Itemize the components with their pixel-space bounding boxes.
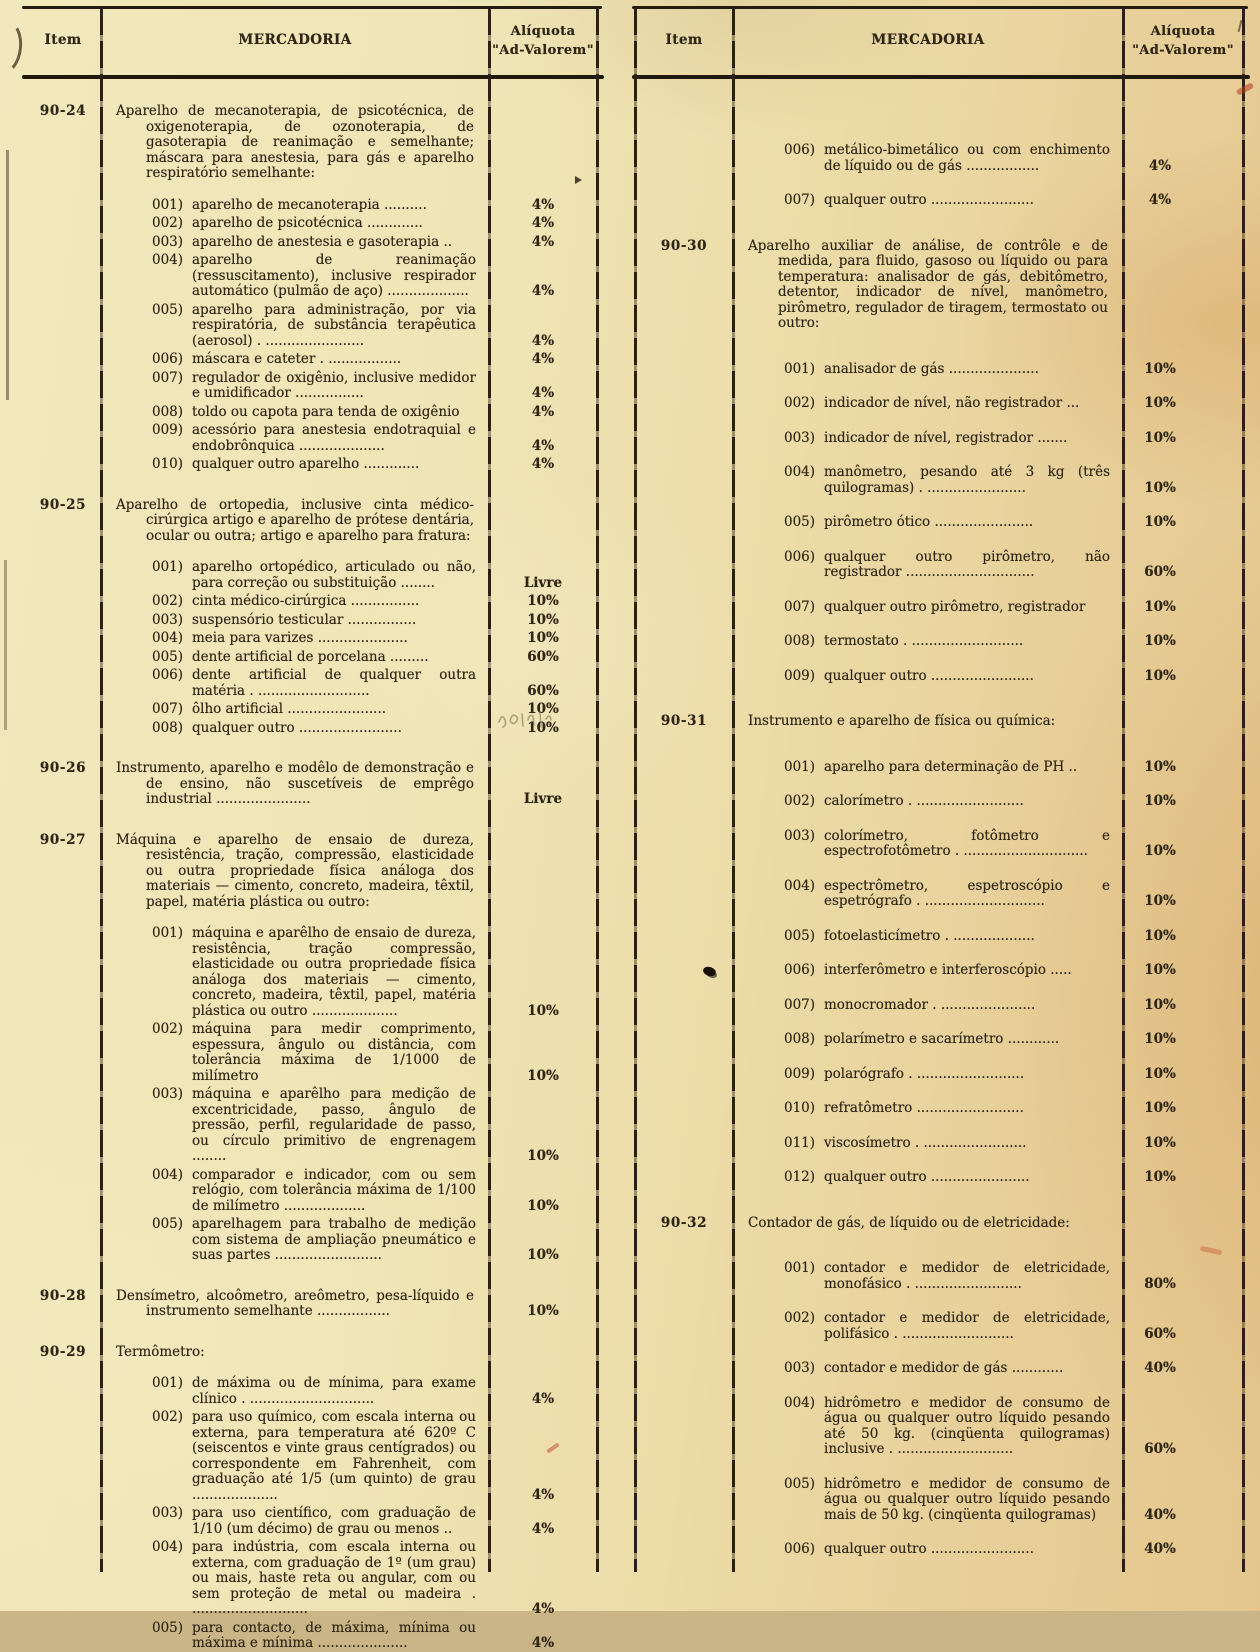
tariff-section [24, 761, 598, 808]
subitem-text: polarímetro e sacarímetro ............ [824, 1031, 1060, 1047]
ad-valorem-rate: 10% [1144, 793, 1176, 809]
tariff-subitem [734, 1311, 1122, 1342]
ad-valorem-rate: 4% [531, 196, 555, 213]
ad-valorem-rate: 80% [1144, 1275, 1176, 1292]
subitem-text: pirômetro ótico ....................... [824, 514, 1034, 530]
subitem-number: 007) [784, 996, 816, 1013]
subitem-text: monocromador . ...................... [824, 996, 1036, 1013]
tariff-subitem [734, 396, 1122, 412]
subitem-text: máquina para medir comprimento, espessura, ângulo ou distância, com tolerância máxima de 1/1000 de milímetro [192, 1021, 476, 1084]
tariff-section [24, 1345, 598, 1652]
subitem-text: regulador de oxigênio, inclusive medidor e umidificador ................ [192, 369, 476, 401]
ad-valorem-rate: 4% [531, 233, 555, 250]
tariff-subitem [734, 431, 1122, 447]
subitem-number: 008) [152, 403, 184, 420]
tariff-subitem [102, 253, 488, 300]
aliquota-label: Alíquota [510, 24, 576, 39]
ad-valorem-rate: 10% [1144, 1134, 1176, 1151]
tariff-subitem [102, 926, 488, 1019]
subitem-text: cinta médico-cirúrgica ................ [192, 593, 420, 609]
subitem-number: 010) [784, 1100, 816, 1116]
subitem-number: 001) [152, 925, 184, 941]
subitem-number: 003) [784, 429, 816, 446]
tariff-subitem [734, 550, 1122, 581]
tariff-subitem [734, 600, 1122, 616]
aliquota-label: Alíquota [1150, 24, 1216, 39]
ad-valorem-rate: 40% [1144, 1541, 1176, 1557]
subitem-number: 002) [784, 793, 816, 809]
tariff-subitem [734, 963, 1122, 979]
subitem-number: 007) [784, 192, 816, 208]
subitem-number: 002) [152, 593, 184, 609]
tariff-subitem [102, 613, 488, 629]
item-number: 90-26 [39, 760, 87, 776]
tariff-subitem [102, 1540, 488, 1618]
tariff-subitem [734, 1261, 1122, 1292]
tariff-subitem [734, 1032, 1122, 1048]
subitem-text: qualquer outro pirômetro, registrador [824, 598, 1086, 615]
subitem-number: 003) [784, 1360, 816, 1376]
subitem-number: 005) [784, 514, 816, 530]
tariff-section [24, 104, 598, 473]
subitem-number: 002) [784, 395, 816, 411]
ad-valorem-rate: 10% [1144, 598, 1176, 615]
tariff-subitem [102, 650, 488, 666]
subitem-text: qualquer outro pirômetro, não registrador .............................. [824, 548, 1110, 580]
ad-valorem-rate: 10% [527, 701, 559, 717]
tariff-section [634, 1216, 1244, 1558]
ad-valorem-rate: 10% [1144, 395, 1176, 411]
subitem-text: para contacto, de máxima, mínima ou máxima e mínima ..................... [192, 1619, 476, 1651]
column-header-item: Item [44, 32, 82, 49]
tariff-subitem [734, 669, 1122, 685]
subitem-number: 001) [152, 559, 184, 575]
tariff-subitem [734, 515, 1122, 531]
ad-valorem-rate: 10% [1144, 360, 1176, 377]
tariff-subitem [102, 1087, 488, 1165]
item-description: Aparelho de mecanoterapia, de psicotécnica, de oxigenoterapia, de ozonoterapia, de gasoterapia de reanimação e semelhante; máscara para anestesia, para gás e aparelho respiratório semelhante: [116, 103, 474, 181]
subitem-text: máquina e aparêlho de ensaio de dureza, resistência, tração compressão, elasticidade ou outra propriedade física análoga dos materiais — cimento, concreto, madeira, têxtil, papel, matéria plástica ou outro .................... [192, 925, 476, 1019]
ad-valorem-rate: 10% [527, 611, 559, 628]
item-description: Instrumento e aparelho de física ou química: [748, 713, 1056, 729]
subitem-text: hidrômetro e medidor de consumo de água ou qualquer outro líquido pesando até 50 kg. (cinqüenta quilogramas) inclusive . ........................... [824, 1394, 1110, 1457]
ad-valorem-rate: 10% [1144, 479, 1176, 496]
subitem-text: colorímetro, fotômetro e espectrofotômetro . ............................. [824, 827, 1110, 859]
subitem-number: 001) [152, 1375, 184, 1391]
tariff-section [634, 714, 1244, 1186]
subitem-text: fotoelasticímetro . ................... [824, 927, 1035, 944]
ad-valorem-rate: 60% [527, 648, 559, 665]
subitem-number: 004) [152, 1166, 184, 1183]
subitem-text: para uso científico, com graduação de 1/10 (um décimo) de grau ou menos .. [192, 1505, 476, 1537]
tariff-subitem [734, 929, 1122, 945]
ad-valorem-rate: 10% [527, 1197, 559, 1214]
tariff-subitem [734, 634, 1122, 650]
tariff-subitem [734, 193, 1122, 209]
tariff-subitem [734, 1170, 1122, 1186]
subitem-text: qualquer outro ........................ [824, 192, 1034, 208]
ad-valorem-rate: 40% [1144, 1360, 1176, 1376]
subitem-number: 009) [784, 667, 816, 684]
subitem-text: qualquer outro ........................ [824, 667, 1034, 684]
tariff-subitem [102, 352, 488, 368]
subitem-number: 008) [152, 719, 184, 736]
item-number: 90-29 [39, 1343, 87, 1360]
tariff-subitem [102, 1217, 488, 1264]
ad-valorem-rate: 10% [1144, 893, 1176, 909]
ad-valorem-rate: 4% [531, 351, 555, 367]
subitem-text: metálico-bimetálico ou com enchimento de líquido ou de gás ................. [824, 142, 1110, 174]
subitem-text: comparador e indicador, com ou sem relógio, com tolerância máxima de 1/100 de milímetro ................... [192, 1166, 476, 1214]
ad-valorem-rate: 10% [1144, 1031, 1176, 1047]
tariff-table-right [634, 6, 1244, 1602]
subitem-number: 006) [784, 548, 816, 565]
subitem-number: 010) [152, 456, 184, 472]
ad-valorem-rate: 10% [527, 1247, 559, 1263]
ad-valorem-rate: 10% [1144, 962, 1176, 978]
tariff-subitem [734, 879, 1122, 910]
ad-valorem-rate: 4% [531, 437, 555, 454]
tariff-subitem [102, 560, 488, 591]
ad-valorem-rate: Livre [523, 791, 563, 807]
tariff-subitem [734, 829, 1122, 860]
subitem-number: 005) [152, 1216, 184, 1232]
ad-valorem-rate: 10% [1144, 633, 1176, 649]
ad-valorem-rate: 4% [1148, 192, 1172, 208]
ad-valorem-rate: 10% [1144, 667, 1176, 684]
ad-valorem-rate: 4% [531, 403, 555, 420]
subitem-text: aparelho de psicotécnica ............. [192, 215, 423, 231]
subitem-number: 004) [152, 1539, 184, 1555]
tariff-subitem [102, 631, 488, 647]
tariff-section [634, 113, 1244, 209]
ad-valorem-rate: 10% [1144, 758, 1176, 775]
tariff-subitem [102, 405, 488, 421]
subitem-number: 002) [152, 1021, 184, 1037]
tariff-subitem [102, 668, 488, 699]
ad-valorem-rate: 10% [527, 1067, 559, 1084]
item-description: Termômetro: [116, 1343, 205, 1360]
ad-valorem-rate: 40% [1144, 1506, 1176, 1523]
tariff-section [24, 1289, 598, 1320]
subitem-number: 003) [152, 1505, 184, 1521]
ad-valorem-rate: 10% [527, 630, 559, 646]
tariff-subitem [102, 1376, 488, 1407]
subitem-text: indicador de nível, não registrador ... [824, 395, 1080, 411]
ad-valorem-rate: 4% [531, 1486, 555, 1503]
ad-valorem-rate: 60% [527, 682, 559, 699]
ad-valorem-rate: 10% [1144, 843, 1176, 859]
page-edge-mark [6, 150, 9, 400]
tariff-subitem [102, 303, 488, 350]
ad-valorem-rate: 4% [531, 283, 555, 299]
ad-valorem-rate: 4% [531, 1520, 555, 1537]
subitem-text: contador e medidor de eletricidade, monofásico . ......................... [824, 1260, 1110, 1292]
subitem-number: 006) [784, 962, 816, 978]
ad-valorem-rate: 4% [531, 215, 555, 231]
subitem-text: aparelho de reanimação (ressuscitamento), inclusive respirador automático (pulmão de aço) ................... [192, 252, 476, 299]
subitem-number: 006) [784, 1541, 816, 1557]
ad-valorem-rate: Livre [523, 574, 563, 591]
punch-hole-mark [0, 18, 25, 75]
subitem-number: 001) [152, 196, 184, 213]
subitem-text: contador e medidor de eletricidade, polifásico . .......................... [824, 1310, 1110, 1342]
subitem-number: 003) [152, 611, 184, 628]
page-edge-mark [4, 560, 7, 730]
subitem-text: aparelho para determinação de PH .. [824, 758, 1078, 775]
subitem-text: acessório para anestesia endotraquial e endobrônquica .................... [192, 422, 476, 454]
subitem-number: 006) [784, 142, 816, 158]
tariff-subitem [102, 216, 488, 232]
tariff-subitem [102, 371, 488, 402]
subitem-number: 004) [152, 630, 184, 646]
tariff-subitem [734, 1067, 1122, 1083]
ad-valorem-rate: 4% [531, 1390, 555, 1407]
subitem-number: 002) [784, 1310, 816, 1326]
subitem-text: qualquer outro aparelho ............. [192, 456, 420, 472]
subitem-text: qualquer outro ....................... [824, 1169, 1030, 1185]
subitem-number: 005) [152, 1619, 184, 1636]
subitem-text: indicador de nível, registrador ....... [824, 429, 1068, 446]
column-header-mercadoria: MERCADORIA [871, 32, 985, 49]
tariff-subitem [102, 1506, 488, 1537]
tariff-subitem [102, 594, 488, 610]
tariff-subitem [734, 465, 1122, 496]
item-number: 90-30 [660, 237, 708, 254]
pencil-scribble [496, 706, 554, 737]
ad-valorem-rate: 60% [1144, 1441, 1176, 1457]
column-header-mercadoria: MERCADORIA [238, 32, 352, 49]
ad-valorem-rate: 10% [527, 1002, 559, 1019]
table-body [24, 104, 598, 1652]
tariff-table-left [24, 6, 598, 1651]
subitem-text: analisador de gás ..................... [824, 360, 1039, 377]
ad-valorem-rate: 4% [531, 456, 555, 472]
subitem-text: qualquer outro ........................ [192, 719, 402, 736]
ad-valorem-label: "Ad-Valorem" [492, 43, 594, 58]
ad-valorem-rate: 10% [1144, 1065, 1176, 1082]
subitem-number: 003) [784, 827, 816, 844]
subitem-number: 005) [784, 927, 816, 944]
ad-valorem-rate: 60% [1144, 1325, 1176, 1342]
item-description: Aparelho auxiliar de análise, de contrôle e de medida, para fluido, gasoso ou líquido ou para temperatura: analisador de gás, debitômetro, detentor, indicador de nível, manômetro, pirômetro, regulador de tiragem, termostato ou outro: [748, 237, 1108, 331]
subitem-number: 002) [152, 1409, 184, 1425]
ad-valorem-rate: 10% [1144, 1169, 1176, 1185]
item-description: Instrumento, aparelho e modêlo de demonstração e de ensino, não suscetíveis de emprêgo industrial ...................... [116, 760, 474, 807]
subitem-number: 001) [784, 758, 816, 775]
subitem-text: espectrômetro, espetroscópio e espetrógrafo . ............................ [824, 877, 1110, 909]
ad-valorem-rate: 4% [531, 1601, 555, 1617]
subitem-text: máquina e aparêlho para medição de excentricidade, passo, ângulo de pressão, perfil, regularidade de passo, ou círculo primitivo de engrenagem ........ [192, 1086, 476, 1164]
tariff-subitem [734, 362, 1122, 378]
subitem-text: para uso químico, com escala interna ou externa, para temperatura até 620º C (seiscentos e vinte graus centígrados) ou correspondente em Fahrenheit, com graduação até 1/5 (um quinto) de grau .................... [192, 1409, 476, 1503]
item-description: Aparelho de ortopedia, inclusive cinta médico-cirúrgica artigo e aparelho de prótese dentária, ocular ou outra; artigo e aparelho para fratura: [116, 496, 474, 544]
subitem-text: para indústria, com escala interna ou externa, com graduação de 1º (um grau) ou mais, haste reta ou angular, com ou sem proteção de metal ou madeira . ........................... [192, 1539, 476, 1617]
subitem-text: aparelho de anestesia e gasoterapia .. [192, 233, 453, 250]
ink-speck [575, 176, 582, 184]
tariff-subitem [102, 1168, 488, 1215]
tariff-section [634, 239, 1244, 685]
subitem-number: 005) [152, 301, 184, 318]
item-description: Máquina e aparelho de ensaio de dureza, resistência, tração, compressão, elasticidade ou outra propriedade física análoga dos materiais — cimento, concreto, madeira, têxtil, papel, matéria plástica ou outro: [116, 831, 474, 910]
ad-valorem-rate: 10% [527, 1303, 559, 1319]
subitem-text: calorímetro . ......................... [824, 793, 1024, 809]
ad-valorem-rate: 10% [527, 1148, 559, 1164]
subitem-number: 003) [152, 1086, 184, 1102]
ad-valorem-rate: 60% [1144, 564, 1176, 580]
subitem-text: ôlho artificial ....................... [192, 701, 387, 717]
subitem-text: toldo ou capota para tenda de oxigênio [192, 403, 460, 420]
subitem-number: 001) [784, 360, 816, 377]
header-separator-rule [632, 75, 1250, 79]
ad-valorem-rate: 4% [1148, 157, 1172, 174]
tariff-subitem [102, 1022, 488, 1084]
ad-valorem-rate: 4% [531, 1635, 555, 1651]
subitem-text: aparelho ortopédico, articulado ou não, para correção ou substituição ........ [192, 559, 476, 591]
tariff-subitem [102, 198, 488, 214]
subitem-text: máscara e cateter . ................. [192, 351, 402, 367]
item-number: 90-27 [39, 831, 87, 848]
tariff-subitem [102, 702, 488, 718]
item-description: Densímetro, alcoômetro, areômetro, pesa-líquido e instrumento semelhante ................. [116, 1287, 474, 1319]
tariff-subitem [102, 235, 488, 251]
ad-valorem-rate: 10% [527, 593, 559, 609]
tariff-subitem [102, 457, 488, 473]
tariff-subitem [734, 760, 1122, 776]
ad-valorem-rate: 10% [1144, 429, 1176, 446]
subitem-number: 006) [152, 667, 184, 683]
item-description: Contador de gás, de líquido ou de eletricidade: [748, 1214, 1070, 1231]
tariff-subitem [734, 1542, 1122, 1558]
header-separator-rule [22, 75, 604, 79]
subitem-number: 005) [152, 648, 184, 665]
subitem-number: 004) [152, 252, 184, 268]
subitem-text: aparelho de mecanoterapia .......... [192, 196, 427, 213]
tariff-subitem [734, 1396, 1122, 1458]
tariff-subitem [734, 1101, 1122, 1117]
item-number: 90-32 [660, 1214, 708, 1231]
subitem-number: 005) [784, 1475, 816, 1492]
tariff-subitem [734, 143, 1122, 174]
tariff-section [24, 498, 598, 737]
ad-valorem-rate: 10% [1144, 927, 1176, 944]
subitem-number: 009) [784, 1065, 816, 1082]
subitem-number: 007) [152, 701, 184, 717]
subitem-number: 012) [784, 1169, 816, 1185]
subitem-number: 004) [784, 464, 816, 480]
tariff-section [24, 833, 598, 1264]
ad-valorem-rate: 4% [531, 385, 555, 401]
table-header [24, 6, 598, 68]
subitem-text: aparelho para administração, por via respiratória, de substância terapêutica (aerosol) . ....................... [192, 301, 476, 349]
subitem-text: contador e medidor de gás ............ [824, 1360, 1064, 1376]
subitem-text: de máxima ou de mínima, para exame clínico . ............................. [192, 1375, 476, 1407]
subitem-number: 002) [152, 215, 184, 231]
subitem-number: 009) [152, 422, 184, 438]
tariff-subitem [734, 998, 1122, 1014]
subitem-text: meia para varizes ..................... [192, 630, 408, 646]
subitem-number: 004) [784, 1394, 816, 1411]
subitem-number: 001) [784, 1260, 816, 1276]
ad-valorem-rate: 10% [1144, 514, 1176, 530]
column-header-item: Item [665, 32, 703, 49]
subitem-text: dente artificial de porcelana ......... [192, 648, 429, 665]
item-number: 90-31 [660, 713, 708, 729]
subitem-text: refratômetro ......................... [824, 1100, 1024, 1116]
subitem-text: aparelhagem para trabalho de medição com sistema de ampliação pneumático e suas partes ......................... [192, 1216, 476, 1263]
ad-valorem-rate: 10% [1144, 1100, 1176, 1116]
subitem-number: 007) [784, 598, 816, 615]
subitem-text: termostato . .......................... [824, 633, 1024, 649]
subitem-text: manômetro, pesando até 3 kg (três quilogramas) . ....................... [824, 464, 1110, 496]
item-number: 90-25 [39, 496, 87, 513]
ad-valorem-rate: 10% [1144, 996, 1176, 1013]
ad-valorem-rate: 10% [527, 719, 559, 736]
subitem-number: 007) [152, 369, 184, 386]
subitem-number: 008) [784, 1031, 816, 1047]
ad-valorem-label: "Ad-Valorem" [1132, 43, 1234, 58]
subitem-number: 006) [152, 351, 184, 367]
table-header [634, 6, 1244, 68]
subitem-number: 003) [152, 233, 184, 250]
column-header-aliquota [1122, 22, 1244, 60]
subitem-text: suspensório testicular ................ [192, 611, 417, 628]
tariff-subitem [734, 1477, 1122, 1524]
subitem-text: polarógrafo . ......................... [824, 1065, 1025, 1082]
tariff-subitem [734, 1361, 1122, 1377]
tariff-subitem [734, 1136, 1122, 1152]
tariff-subitem [734, 794, 1122, 810]
subitem-text: interferômetro e interferoscópio ..... [824, 962, 1072, 978]
column-header-aliquota [488, 22, 598, 60]
subitem-text: qualquer outro ........................ [824, 1541, 1034, 1557]
subitem-text: dente artificial de qualquer outra matéria . .......................... [192, 667, 476, 699]
table-body [634, 113, 1244, 1558]
item-number: 90-28 [39, 1287, 87, 1304]
subitem-number: 011) [784, 1134, 816, 1151]
subitem-text: hidrômetro e medidor de consumo de água ou qualquer outro líquido pesando mais de 50 kg. (cinqüenta quilogramas) [824, 1475, 1110, 1523]
subitem-number: 008) [784, 633, 816, 649]
subitem-number: 004) [784, 877, 816, 894]
tariff-subitem [102, 1621, 488, 1652]
tariff-subitem [102, 1410, 488, 1503]
ad-valorem-rate: 4% [531, 332, 555, 349]
tariff-subitem [102, 721, 488, 737]
tariff-subitem [102, 423, 488, 454]
item-number: 90-24 [39, 103, 87, 119]
subitem-text: viscosímetro . ........................ [824, 1134, 1027, 1151]
